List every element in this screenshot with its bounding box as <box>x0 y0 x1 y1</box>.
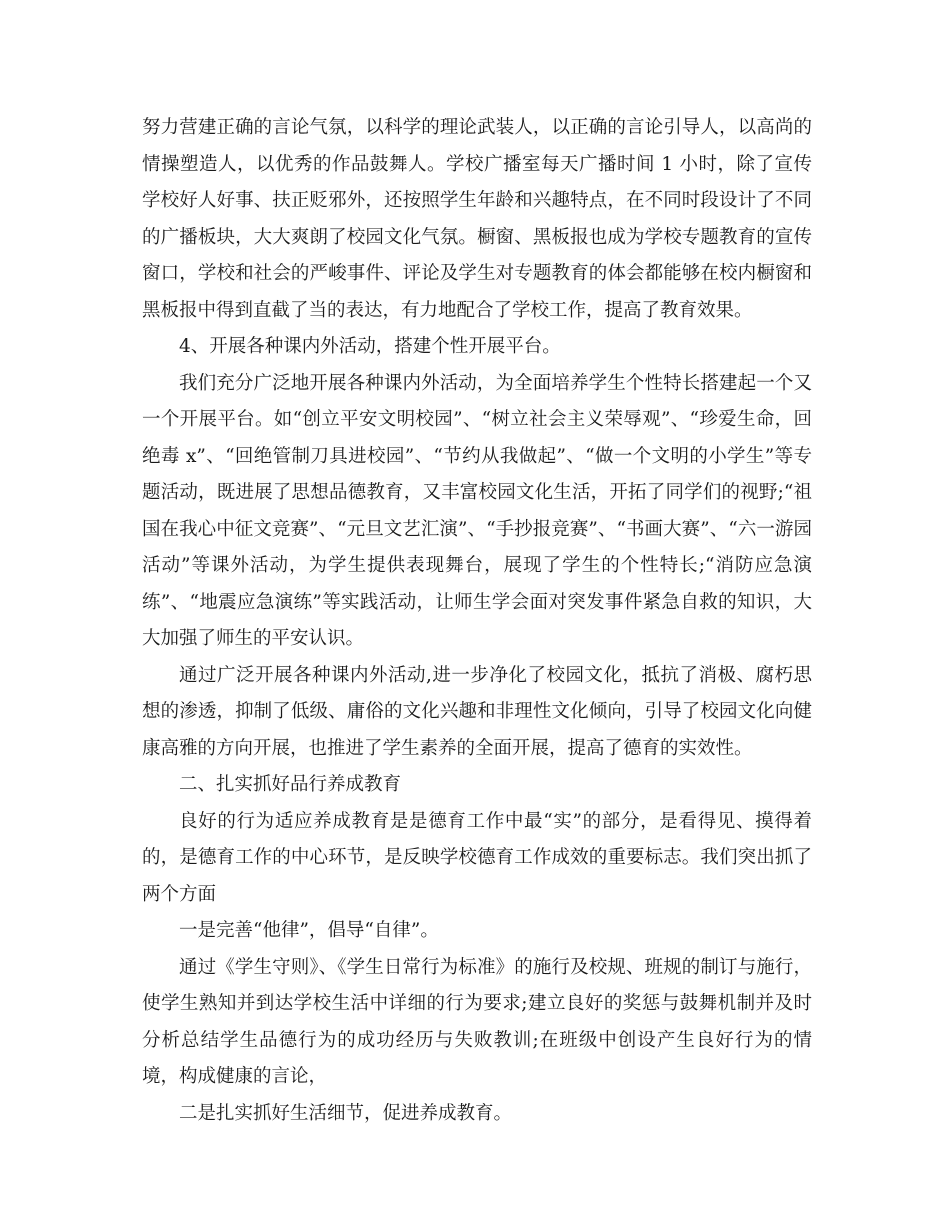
paragraph-1: 努力营建正确的言论气氛，以科学的理论武装人，以正确的言论引导人，以高尚的情操塑造人，以优秀的作品鼓舞人。学校广播室每天广播时间 1 小时，除了宣传学校好人好事、扶正贬邪外，还按照学生年龄和兴趣特点，在不同时段设计了不同的广播板块，大大爽朗了校园文化气氛。橱窗、黑板报也成为学校专题教育的宣传窗口，学校和社会的严峻事件、评论及学生对专题教育的体会都能够在校内橱窗和黑板报中得到直截了当的表达，有力地配合了学校工作，提高了教育效果。 <box>142 117 812 321</box>
paragraph-behavior-intro: 良好的行为适应养成教育是是德育工作中最“实”的部分，是看得见、摸得着的，是德育工作的中心环节，是反映学校德育工作成效的重要标志。我们突出抓了两个方面 <box>142 810 812 905</box>
paragraph-activities: 我们充分广泛地开展各种课内外活动，为全面培养学生个性特长搭建起一个又一个开展平台。如“创立平安文明校园”、“树立社会主义荣辱观”、“珍爱生命，回绝毒 x”、“回绝管制刀具进校园”、“节约从我做起”、“做一个文明的小学生”等专题活动，既进展了思想品德教育，又丰富校园文化生活，开拓了同学们的视野;“祖国在我心中征文竞赛”、“元旦文艺汇演”、“手抄报竞赛”、“书画大赛”、“六一游园活动”等课外活动，为学生提供表现舞台，展现了学生的个性特长;“消防应急演练”、“地震应急演练”等实践活动，让师生学会面对突发事件紧急自救的知识，大大加强了师生的平安认识。 <box>142 372 812 649</box>
section-heading-behavior-education: 二、扎实抓好品行养成教育 <box>179 774 402 795</box>
document-body <box>142 110 812 1132</box>
paragraph-discipline: 通过《学生守则》、《学生日常行为标准》的施行及校规、班规的制订与施行，使学生熟知并到达学校生活中详细的行为要求;建立良好的奖惩与鼓舞机制并及时分析总结学生品德行为的成功经历与失败教训;在班级中创设产生良好行为的情境，构成健康的言论， <box>142 956 812 1087</box>
section-heading-activities: 4、开展各种课内外活动，搭建个性开展平台。 <box>179 336 561 357</box>
point-heading-daily-details: 二是扎实抓好生活细节，促进养成教育。 <box>179 1102 513 1124</box>
paragraph-activities-summary: 通过广泛开展各种课内外活动,进一步净化了校园文化，抵抗了消极、腐朽思想的渗透，抑制了低级、庸俗的文化兴趣和非理性文化倾向，引导了校园文化向健康高雅的方向开展，也推进了学生素养的全面开展，提高了德育的实效性。 <box>142 664 812 759</box>
point-heading-discipline: 一是完善“他律”，倡导“自律”。 <box>179 920 439 941</box>
